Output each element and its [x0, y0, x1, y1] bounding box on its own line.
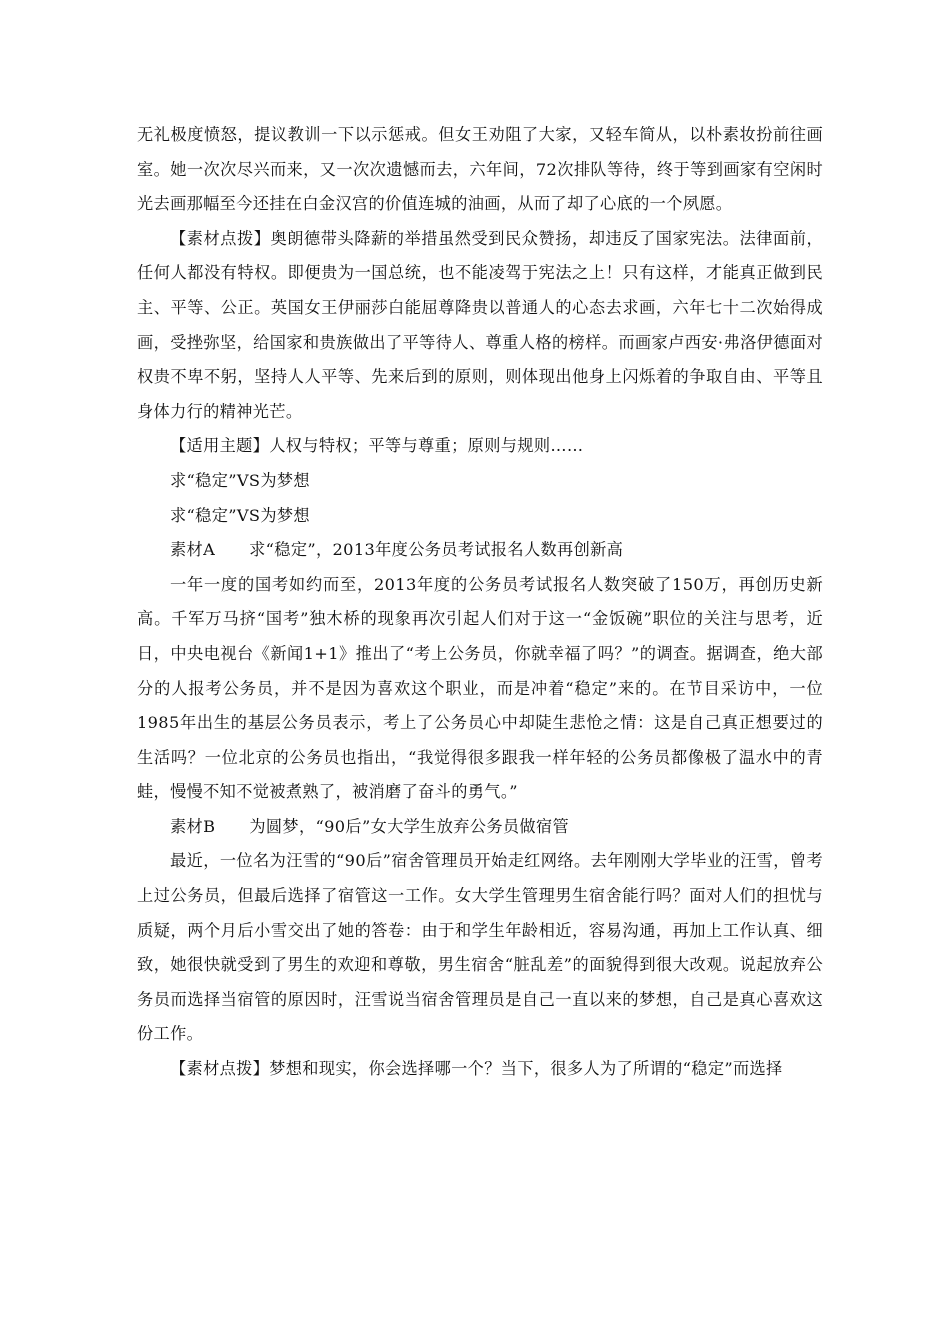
section-heading-stability-vs-dream-repeat: 求“稳定”VS为梦想 — [170, 505, 310, 525]
paragraph-material-commentary-2: 【素材点拨】梦想和现实，你会选择哪一个？当下，很多人为了所谓的“稳定”而选择 — [170, 1059, 783, 1079]
section-heading-stability-vs-dream: 求“稳定”VS为梦想 — [170, 470, 310, 490]
paragraph-applicable-themes: 【适用主题】人权与特权；平等与尊重；原则与规则…… — [170, 436, 584, 456]
material-b-heading — [137, 810, 823, 845]
material-a-label: 素材A — [170, 540, 216, 560]
document-body — [137, 118, 823, 1087]
material-b-label: 素材B — [170, 816, 216, 836]
material-b-title: 为圆梦，“90后”女大学生放弃公务员做宿管 — [249, 816, 570, 836]
material-a-title: 求“稳定”，2013年度公务员考试报名人数再创新高 — [249, 540, 624, 560]
paragraph-queen-story-end: 无礼极度愤怒，提议教训一下以示惩戒。但女王劝阻了大家，又轻车简从，以朴素妆扮前往画室。她一次次尽兴而来，又一次次遗憾而去，六年间，72次排队等待，终于等到画家有空闲时光去画那幅至今还挂在白金汉宫的价值连城的油画，从而了却了心底的一个夙愿。 — [137, 125, 823, 214]
material-a-heading — [137, 533, 823, 568]
paragraph-material-commentary-1: 【素材点拨】奥朗德带头降薪的举措虽然受到民众赞扬，却违反了国家宪法。法律面前，任何人都没有特权。即便贵为一国总统，也不能凌驾于宪法之上！只有这样，才能真正做到民主、平等、公正。英国女王伊丽莎白能屈尊降贵以普通人的心态去求画，六年七十二次始得成画，受挫弥坚，给国家和贵族做出了平等待人、尊重人格的榜样。而画家卢西安·弗洛伊德面对权贵不卑不躬，坚持人人平等、先来后到的原则，则体现出他身上闪烁着的争取自由、平等且身体力行的精神光芒。 — [137, 228, 823, 421]
material-b-body: 最近，一位名为汪雪的“90后”宿舍管理员开始走红网络。去年刚刚大学毕业的汪雪，曾考上过公务员，但最后选择了宿管这一工作。女大学生管理男生宿舍能行吗？面对人们的担忧与质疑，两个月后小雪交出了她的答卷：由于和学生年龄相近，容易沟通，再加上工作认真、细致，她很快就受到了男生的欢迎和尊敬，男生宿舍“脏乱差”的面貌得到很大改观。说起放弃公务员而选择当宿管的原因时，汪雪说当宿舍管理员是自己一直以来的梦想，自己是真心喜欢这份工作。 — [137, 851, 823, 1044]
material-a-body: 一年一度的国考如约而至，2013年度的公务员考试报名人数突破了150万，再创历史新高。千军万马挤“国考”独木桥的现象再次引起人们对于这一“金饭碗”职位的关注与思考，近日，中央电视台《新闻1+1》推出了“考上公务员，你就幸福了吗？”的调查。据调查，绝大部分的人报考公务员，并不是因为喜欢这个职业，而是冲着“稳定”来的。在节目采访中，一位1985年出生的基层公务员表示，考上了公务员心中却陡生悲怆之情：这是自己真正想要过的生活吗？一位北京的公务员也指出，“我觉得很多跟我一样年轻的公务员都像极了温水中的青蛙，慢慢不知不觉被煮熟了，被消磨了奋斗的勇气。” — [137, 574, 823, 802]
